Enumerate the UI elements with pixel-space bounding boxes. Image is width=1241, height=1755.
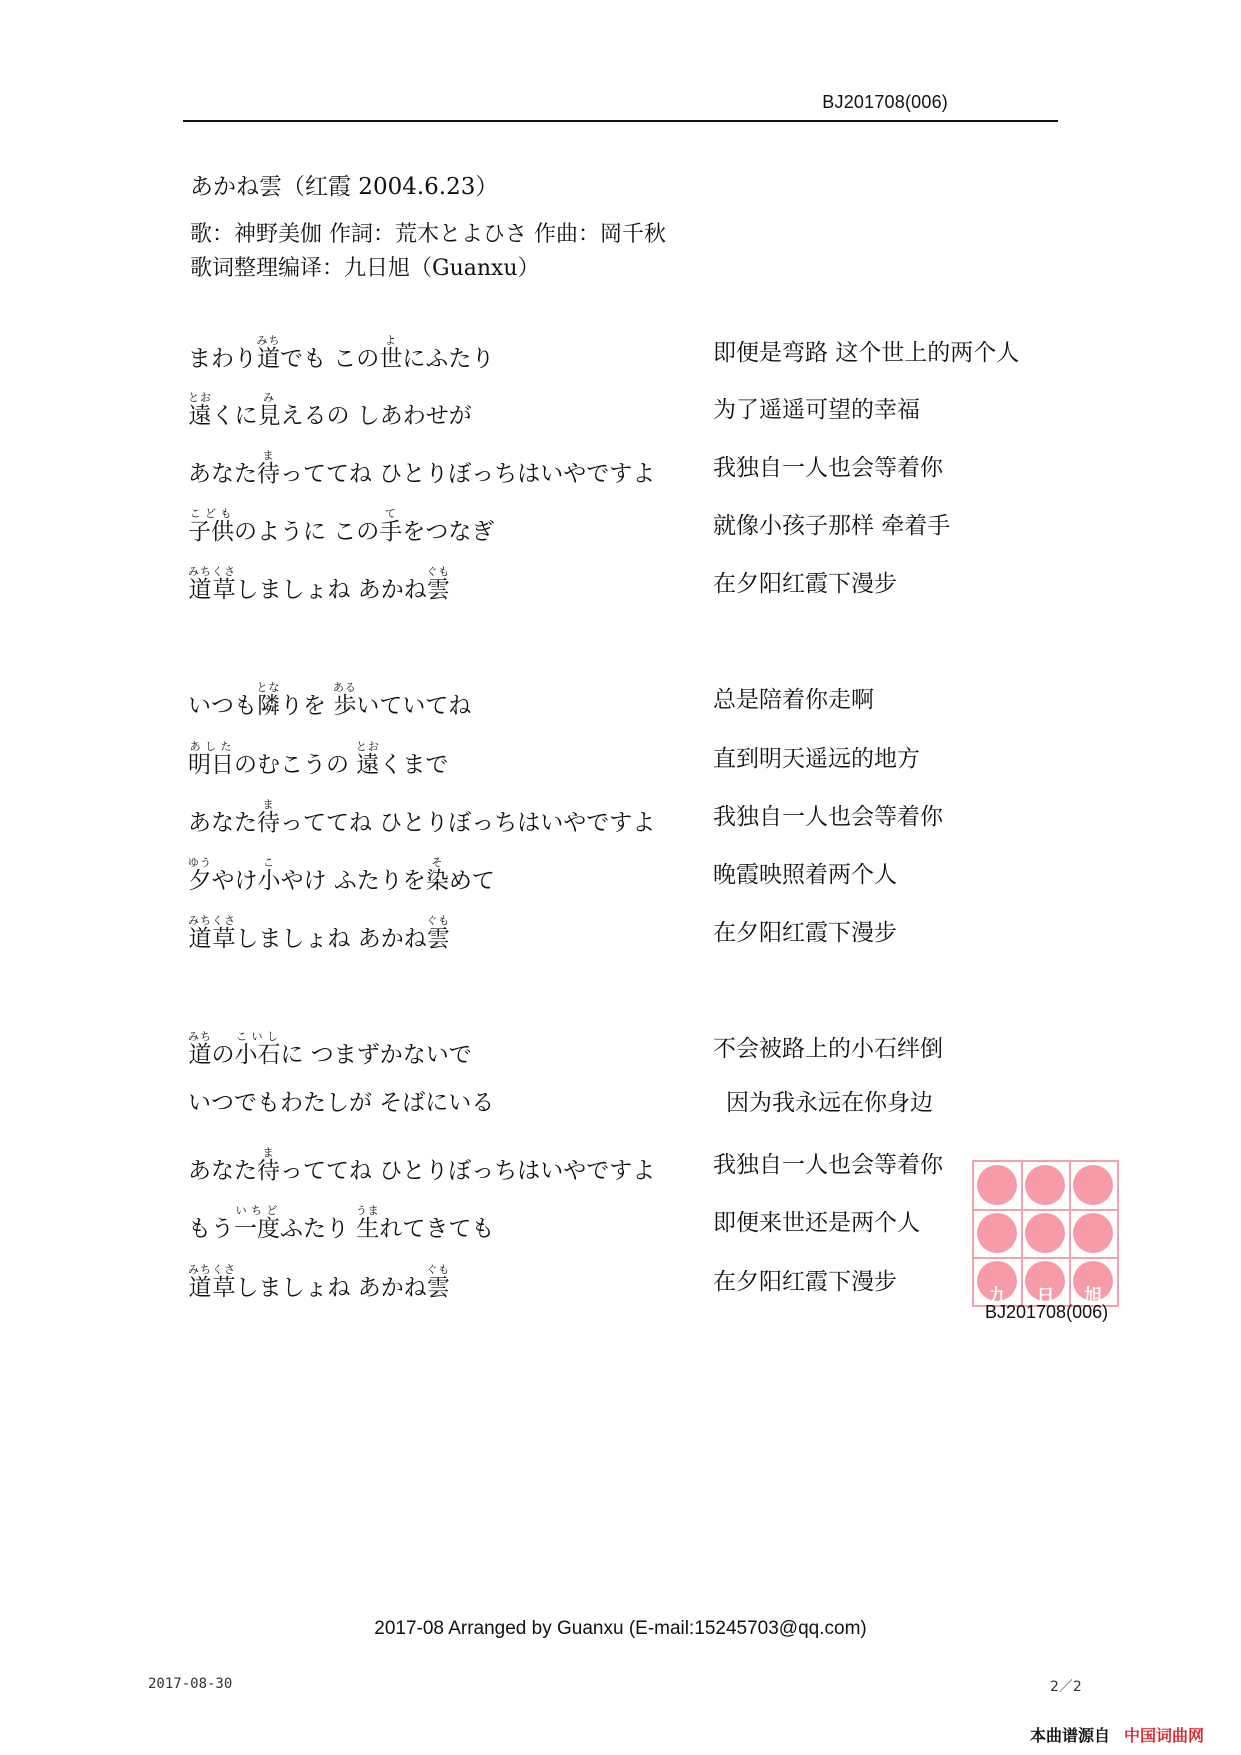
kanji-text: 小石 [234,1042,281,1068]
kanji-text: 子供 [188,519,234,545]
japanese-lyric-line [188,507,494,546]
kanji-text: 雲 [426,1275,451,1301]
furigana-word [188,740,234,778]
lyric-text: えるの しあわせが [280,403,472,429]
kanji-text: 道草 [188,1275,236,1301]
furigana-reading: とな [256,681,281,694]
japanese-lyric-line [188,681,471,720]
song-title: あかね雲（红霞 2004.6.23） [190,174,499,200]
source-label: 本曲谱源自 [1030,1726,1111,1745]
kanji-text: 生 [355,1216,380,1242]
furigana-reading: みち [256,334,281,347]
furigana-word [234,1204,280,1242]
stamp-char: 旭 [1084,1286,1103,1307]
japanese-lyric-line [188,1030,472,1069]
furigana-word [256,334,281,372]
furigana-word [426,914,451,952]
chinese-translation-line: 我独自一人也会等着你 [713,804,943,830]
furigana-reading: うま [355,1204,380,1217]
lyric-text: あなた [188,810,257,836]
furigana-word [188,1263,236,1301]
kanji-text: 小 [257,868,281,894]
chinese-translation-line: 直到明天遥远的地方 [713,746,920,772]
chinese-translation-line: 因为我永远在你身边 [726,1090,933,1116]
lyric-text: れてきても [379,1216,495,1242]
kanji-text: 手 [379,519,403,545]
furigana-reading: こども [188,507,234,520]
furigana-word [188,391,212,429]
lyric-text: いていてね [356,693,472,719]
furigana-reading: みちくさ [188,914,236,927]
furigana-word [256,681,281,719]
lyric-text: いつも [188,693,257,719]
japanese-lyric-line [188,391,472,430]
furigana-reading: みちくさ [188,565,236,578]
japanese-lyric-line [188,449,655,488]
lyric-text: やけ [211,868,258,894]
kanji-text: 見 [257,403,281,429]
chinese-translation-line: 我独自一人也会等着你 [713,1152,943,1178]
lyric-text: に つまずかないで [280,1042,472,1068]
lyric-text: っててね ひとりぼっちはいやですよ [280,1158,656,1184]
kanji-text: 雲 [426,926,451,952]
lyric-text: ふたり [280,1216,357,1242]
japanese-lyric-line [188,740,448,779]
lyric-text: くに [211,403,258,429]
chinese-translation-line: 在夕阳红霞下漫步 [713,920,897,946]
print-date: 2017-08-30 [148,1676,233,1692]
lyric-text: あなた [188,1158,257,1184]
lyric-text: あなた [188,461,257,487]
furigana-reading: とお [188,391,212,404]
lyric-text: やけ ふたりを [280,868,426,894]
credits-line: 歌：神野美伽 作詞：荒木とよひさ 作曲：岡千秋 [190,222,666,247]
japanese-lyric-line [188,1263,450,1302]
document-code: BJ201708(006) [822,92,948,112]
arrangement-credit: 2017-08 Arranged by Guanxu (E-mail:15245703@qq.com) [374,1618,867,1639]
kanji-text: 遠 [188,403,212,429]
furigana-word [355,740,380,778]
furigana-reading: み [257,391,281,404]
furigana-word [355,1204,380,1242]
arranger-line: 歌词整理编译：九日旭（Guanxu） [190,256,540,281]
lyric-text: のように この [234,519,380,545]
furigana-word [188,565,236,603]
furigana-reading: て [379,507,403,520]
stamp-char: 日 [1036,1286,1055,1307]
furigana-word [257,798,280,836]
lyric-text: のむこうの [234,752,357,778]
furigana-reading: ま [257,798,280,811]
chinese-translation-line: 就像小孩子那样 牵着手 [713,513,951,539]
chinese-translation-line: 在夕阳红霞下漫步 [713,1269,897,1295]
kanji-text: 道草 [188,577,236,603]
japanese-lyric-line [188,1146,655,1185]
kanji-text: 一度 [234,1216,280,1242]
source-site-link[interactable]: 中国词曲网 [1124,1726,1205,1745]
lyric-text: にふたり [402,346,495,372]
japanese-lyric-line [188,798,655,837]
chinese-translation-line: 为了遥遥可望的幸福 [713,397,920,423]
furigana-reading: そ [425,856,449,869]
japanese-lyric-line [188,914,450,953]
furigana-word [425,856,449,894]
furigana-word [257,1146,280,1184]
kanji-text: 隣 [256,693,281,719]
lyric-text: しましょね あかね [235,577,427,603]
lyric-text: っててね ひとりぼっちはいやですよ [280,810,656,836]
seal-stamp [972,1160,1119,1307]
furigana-reading: ぐも [426,565,451,578]
lyric-text: まわり [188,346,257,372]
furigana-reading: ゆう [188,856,212,869]
furigana-word [379,334,403,372]
kanji-text: 道 [256,346,281,372]
source-note [1030,1723,1204,1746]
furigana-reading: いちど [234,1204,280,1217]
furigana-word [379,507,403,545]
lyric-text: くまで [379,752,449,778]
furigana-word [257,449,280,487]
header-divider [183,120,1058,122]
furigana-word [257,856,281,894]
lyric-text: りを [280,693,334,719]
furigana-reading: ぐも [426,1263,451,1276]
lyric-text: っててね ひとりぼっちはいやですよ [280,461,656,487]
lyric-text: をつなぎ [402,519,495,545]
kanji-text: 待 [257,810,280,836]
furigana-word [332,681,357,719]
furigana-reading: ぐも [426,914,451,927]
japanese-lyric-line [188,1084,494,1117]
lyric-text: もう [188,1216,234,1242]
lyric-text: めて [448,868,495,894]
kanji-text: 道 [188,1042,212,1068]
lyric-text: しましょね あかね [235,926,427,952]
japanese-lyric-line [188,1204,494,1243]
japanese-lyric-line [188,565,450,604]
furigana-reading: こ [257,856,281,869]
furigana-reading: とお [355,740,380,753]
furigana-reading: みちくさ [188,1263,236,1276]
furigana-word [188,914,236,952]
furigana-word [188,507,234,545]
kanji-text: 歩 [332,693,357,719]
lyric-text: いつでもわたしが そばにいる [188,1090,495,1116]
kanji-text: 雲 [426,577,451,603]
furigana-reading: あした [188,740,234,753]
furigana-word [426,565,451,603]
chinese-translation-line: 不会被路上的小石绊倒 [713,1036,943,1062]
kanji-text: 明日 [188,752,234,778]
lyric-text: しましょね あかね [235,1275,427,1301]
kanji-text: 道草 [188,926,236,952]
kanji-text: 待 [257,1158,280,1184]
furigana-reading: よ [379,334,403,347]
furigana-word [188,856,212,894]
kanji-text: 夕 [188,868,212,894]
stamp-char: 九 [988,1286,1007,1307]
chinese-translation-line: 即便来世还是两个人 [713,1210,920,1236]
kanji-text: 遠 [355,752,380,778]
furigana-reading: みち [188,1030,212,1043]
stamp-code: BJ201708(006) [985,1302,1109,1322]
furigana-word [257,391,281,429]
kanji-text: 待 [257,461,280,487]
kanji-text: 世 [379,346,403,372]
furigana-reading: ま [257,449,280,462]
chinese-translation-line: 总是陪着你走啊 [713,687,874,713]
furigana-reading: こいし [234,1030,281,1043]
furigana-reading: ある [332,681,357,694]
kanji-text: 染 [425,868,449,894]
japanese-lyric-line [188,856,495,895]
chinese-translation-line: 我独自一人也会等着你 [713,455,943,481]
chinese-translation-line: 晚霞映照着两个人 [713,862,897,888]
furigana-word [234,1030,281,1068]
chinese-translation-line: 在夕阳红霞下漫步 [713,571,897,597]
lyric-text: でも この [280,346,380,372]
chinese-translation-line: 即便是弯路 这个世上的两个人 [713,340,1020,366]
furigana-word [188,1030,212,1068]
japanese-lyric-line [188,334,494,373]
furigana-reading: ま [257,1146,280,1159]
page-number: 2／2 [1050,1679,1082,1695]
lyric-text: の [211,1042,235,1068]
furigana-word [426,1263,451,1301]
